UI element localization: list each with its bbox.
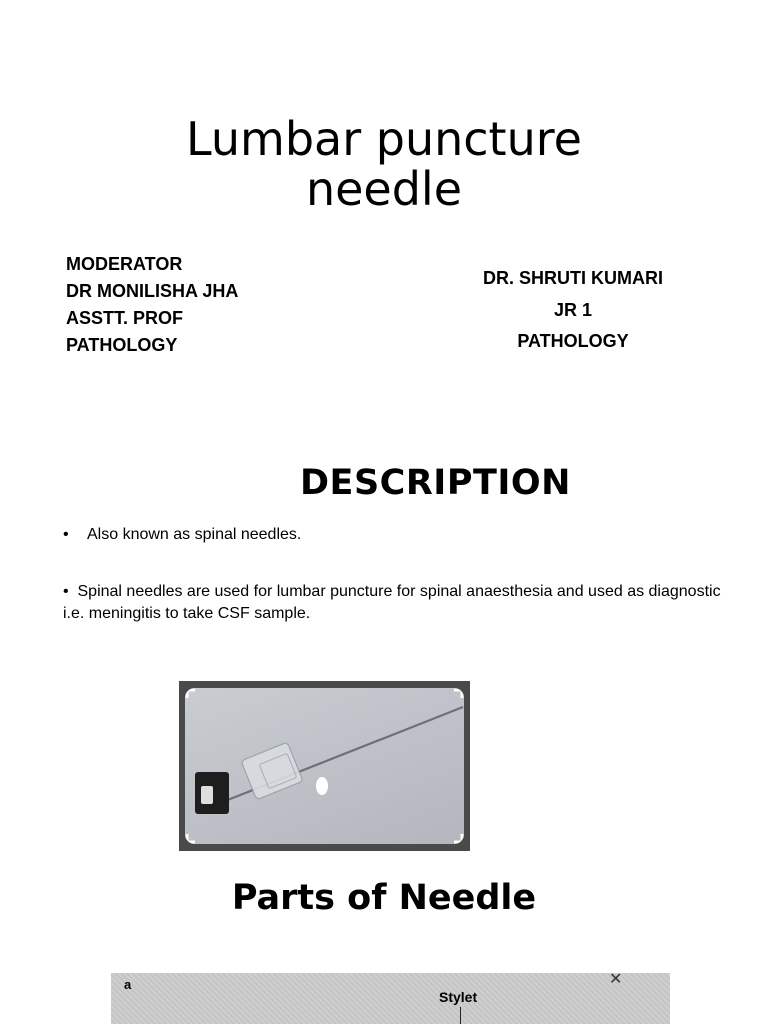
presenter-block [468, 263, 678, 358]
needle-photo-background [185, 688, 464, 844]
moderator-line: PATHOLOGY [66, 335, 178, 355]
moderator-block [66, 251, 238, 359]
title-line-1: Lumbar puncture [186, 112, 582, 166]
bullet-icon: • [63, 583, 69, 600]
bullet-item [63, 581, 723, 625]
stylet-pointer-line [460, 1007, 461, 1024]
bullet-text: Also known as spinal needles. [87, 526, 302, 543]
moderator-line: ASSTT. PROF [66, 308, 184, 328]
moderator-line: MODERATOR [66, 254, 183, 274]
spinal-needle-image [179, 681, 470, 851]
figure-mark-icon: ✕ [609, 973, 623, 988]
bullet-item [63, 524, 301, 546]
needle-illustration [185, 688, 464, 844]
needle-parts-figure [111, 973, 670, 1024]
figure-label-a: a [124, 977, 132, 992]
presenter-line: JR 1 [553, 299, 593, 320]
presenter-line: PATHOLOGY [517, 331, 629, 351]
description-heading: DESCRIPTION [300, 463, 571, 503]
figure-label-stylet: Stylet [439, 989, 478, 1005]
presenter-line: DR. SHRUTI KUMARI [483, 268, 663, 288]
slide-title [0, 114, 768, 214]
moderator-line: DR MONILISHA JHA [66, 281, 239, 301]
parts-heading: Parts of Needle [231, 878, 537, 918]
bullet-text: Spinal needles are used for lumbar puncture for spinal anaesthesia and used as diagnostic i.e. meningitis to take CSF sample. [63, 583, 721, 622]
title-line-2: needle [305, 162, 463, 216]
stylet-cap [195, 772, 229, 814]
needle-hub [241, 742, 328, 800]
bullet-icon: • [63, 526, 69, 543]
